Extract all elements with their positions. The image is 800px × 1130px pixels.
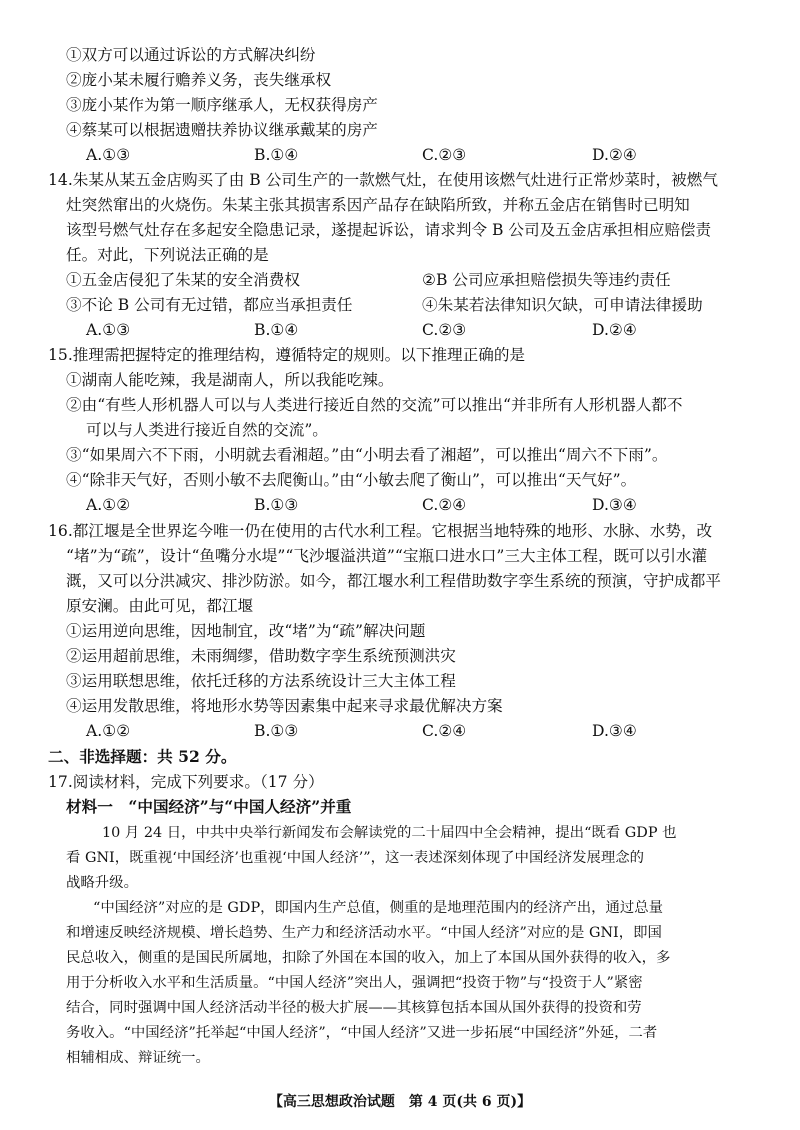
q16-option-d: D.③④ — [592, 722, 637, 740]
q16-statement-3: ③运用联想思维，依托迁移的方法系统设计三大主体工程 — [66, 672, 456, 690]
q17-stem: 17.阅读材料，完成下列要求。（17 分） — [48, 773, 324, 791]
q14-option-a: A.①③ — [86, 321, 131, 339]
q15-option-c: C.②④ — [422, 496, 467, 514]
page-footer: 【高三思想政治试题 第 4 页(共 6 页)】 — [268, 1094, 532, 1110]
material-1-line-9: 务收入。“中国经济”托举起“中国人经济”，“中国人经济”又进一步拓展“中国经济”外延，二者 — [66, 1025, 658, 1041]
q13-statement-3: ③庞小某作为第一顺序继承人，无权获得房产 — [66, 96, 378, 114]
q13-statement-4: ④蔡某可以根据遗赠扶养协议继承戴某的房产 — [66, 121, 378, 139]
material-1-line-8: 结合，同时强调中国人经济活动半径的极大扩展——其核算包括本国从国外获得的投资和劳 — [66, 1000, 642, 1016]
q13-statement-1: ①双方可以通过诉讼的方式解决纠纷 — [66, 46, 316, 64]
material-1-line-3: 战略升级。 — [66, 875, 138, 891]
q13-option-a: A.①③ — [86, 146, 131, 164]
q15-options — [86, 494, 766, 516]
material-1-line-7: 用于分析收入水平和生活质量。“中国人经济”突出人，强调把“投资于物”与“投资于人”紧密 — [66, 975, 643, 991]
q15-statement-4: ④“除非天气好，否则小敏不去爬衡山。”由“小敏去爬了衡山”，可以推出“天气好”。 — [66, 471, 637, 489]
q16-stem-line-3: 溉，又可以分洪减灾、排沙防淤。如今，都江堰水利工程借助数字孪生系统的预演，守护成都平 — [66, 572, 721, 590]
q14-option-b: B.①④ — [254, 321, 299, 339]
q16-statement-1: ①运用逆向思维，因地制宜，改“堵”为“疏”解决问题 — [66, 622, 426, 640]
q16-options — [86, 720, 766, 742]
q14-stem-line-3: 该型号燃气灶存在多起安全隐患记录，遂提起诉讼，请求判令 B 公司及五金店承担相应赔偿责 — [66, 221, 712, 239]
material-1-line-4: “中国经济”对应的是 GDP，即国内生产总值，侧重的是地理范围内的经济产出，通过总量 — [93, 900, 664, 916]
material-1-title: 材料一 “中国经济”与“中国人经济”并重 — [66, 797, 352, 816]
q14-stem-line-4: 任。对此，下列说法正确的是 — [66, 246, 269, 264]
section-2-heading: 二、非选择题：共 52 分。 — [48, 747, 237, 766]
q13-option-d: D.②④ — [592, 146, 637, 164]
material-1-line-2: 看 GNI，既重视‘中国经济’也重视‘中国人经济’”，这一表述深刻体现了中国经济发展理念的 — [66, 850, 645, 866]
q13-statement-2: ②庞小某未履行赡养义务，丧失继承权 — [66, 71, 332, 89]
q14-options — [86, 319, 766, 341]
q16-option-a: A.①② — [86, 722, 131, 740]
q16-option-c: C.②④ — [422, 722, 467, 740]
q13-options — [86, 144, 766, 166]
q13-option-b: B.①④ — [254, 146, 299, 164]
material-1-line-6: 民总收入，侧重的是国民所属地，扣除了外国在本国的收入，加上了本国从国外获得的收入，多 — [66, 950, 671, 966]
q14-option-c: C.②③ — [422, 321, 467, 339]
q16-stem-line-1: 16.都江堰是全世界迄今唯一仍在使用的古代水利工程。它根据当地特殊的地形、水脉、水势，改 — [48, 522, 713, 540]
q16-statement-2: ②运用超前思维，未雨绸缪，借助数字孪生系统预测洪灾 — [66, 647, 456, 665]
q15-option-d: D.③④ — [592, 496, 637, 514]
q13-option-c: C.②③ — [422, 146, 467, 164]
q15-option-a: A.①② — [86, 496, 131, 514]
q15-statement-1: ①湖南人能吃辣，我是湖南人，所以我能吃辣。 — [66, 371, 394, 389]
q15-statement-2: ②由“有些人形机器人可以与人类进行接近自然的交流”可以推出“并非所有人形机器人都不 — [66, 396, 683, 414]
q14-option-d: D.②④ — [592, 321, 637, 339]
material-1-line-1: 10 月 24 日，中共中央举行新闻发布会解读党的二十届四中全会精神，提出“既看 GDP 也 — [102, 825, 677, 841]
q15-statement-3: ③“如果周六不下雨，小明就去看湘超。”由“小明去看了湘超”，可以推出“周六不下雨”。 — [66, 446, 668, 464]
q14-statement-4: ④朱某若法律知识欠缺，可申请法律援助 — [422, 296, 703, 314]
q16-statement-4: ④运用发散思维，将地形水势等因素集中起来寻求最优解决方案 — [66, 697, 503, 715]
q15-statement-2-cont: 可以与人类进行接近自然的交流”。 — [86, 421, 328, 439]
q15-option-b: B.①③ — [254, 496, 299, 514]
q14-statement-3: ③不论 B 公司有无过错，都应当承担责任 — [66, 296, 353, 314]
q15-stem: 15.推理需把握特定的推理结构，遵循特定的规则。以下推理正确的是 — [48, 346, 526, 364]
q14-stem-line-1: 14.朱某从某五金店购买了由 B 公司生产的一款燃气灶，在使用该燃气灶进行正常炒菜时，被燃气 — [48, 171, 718, 189]
q14-stem-line-2: 灶突然窜出的火烧伤。朱某主张其损害系因产品存在缺陷所致，并称五金店在销售时已明知 — [66, 196, 690, 214]
q14-statement-2: ②B 公司应承担赔偿损失等违约责任 — [422, 271, 671, 289]
material-1-line-10: 相辅相成、辩证统一。 — [66, 1050, 210, 1066]
q16-stem-line-4: 原安澜。由此可见，都江堰 — [66, 597, 254, 615]
q16-stem-line-2: “堵”为“疏”，设计“鱼嘴分水堤”“飞沙堰溢洪道”“宝瓶口进水口”三大主体工程，既可以引水灌 — [66, 547, 708, 565]
q14-statement-1: ①五金店侵犯了朱某的安全消费权 — [66, 271, 300, 289]
material-1-line-5: 和增速反映经济规模、增长趋势、生产力和经济活动水平。“中国人经济”对应的是 GNI，即国 — [66, 925, 662, 941]
q16-option-b: B.①③ — [254, 722, 299, 740]
